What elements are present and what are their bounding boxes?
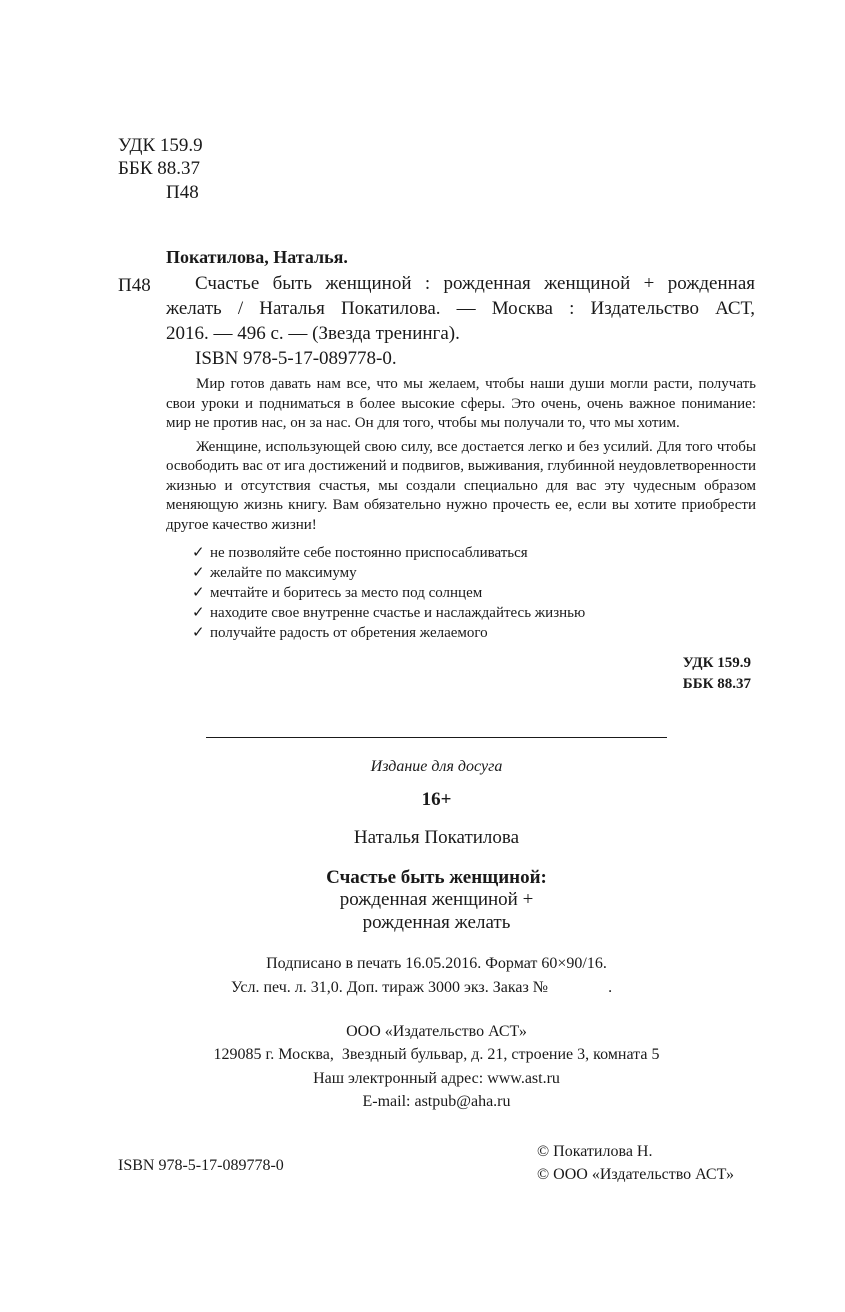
entry-isbn: ISBN 978-5-17-089778-0. xyxy=(195,348,397,369)
publisher-web: Наш электронный адрес: www.ast.ru xyxy=(313,1070,560,1087)
checklist-item: ✓ не позволяйте себе постоянно приспосабливаться xyxy=(192,543,528,561)
check-icon: ✓ xyxy=(192,583,205,601)
biblio-line-2: желать / Наталья Покатилова. — Москва : Издательство АСТ, xyxy=(166,298,755,319)
publisher-name: ООО «Издательство АСТ» xyxy=(346,1023,527,1040)
edition-type: Издание для досуга xyxy=(370,758,503,775)
right-classification xyxy=(683,653,751,695)
checklist-item: ✓ находите свое внутренне счастье и наслаждайтесь жизнью xyxy=(192,603,586,621)
age-rating: 16+ xyxy=(421,789,452,810)
check-icon: ✓ xyxy=(192,623,205,641)
right-bbk: ББК 88.37 xyxy=(682,676,751,692)
author-sign: П48 xyxy=(166,182,199,203)
colophon-author: Наталья Покатилова xyxy=(353,827,520,848)
colophon-subtitle-1: рожденная женщиной + xyxy=(339,889,534,910)
divider-line xyxy=(206,737,667,738)
right-udk: УДК 159.9 xyxy=(682,655,751,671)
udk-code: УДК 159.9 xyxy=(118,135,203,156)
checklist-item: ✓ желайте по максимуму xyxy=(192,563,357,581)
bibliographic-description xyxy=(166,271,755,371)
colophon-subtitle-2: рожденная желать xyxy=(362,912,511,933)
biblio-line-3: 2016. — 496 с. — (Звезда тренинга). xyxy=(166,323,460,344)
checklist-item: ✓ получайте радость от обретения желаемого xyxy=(192,623,488,641)
check-icon: ✓ xyxy=(192,543,205,561)
checklist-item: ✓ мечтайте и боритесь за место под солнцем xyxy=(192,583,483,601)
author-heading: Покатилова, Наталья. xyxy=(166,247,348,267)
publisher-email: E-mail: astpub@aha.ru xyxy=(362,1093,511,1110)
signed-info: Подписано в печать 16.05.2016. Формат 60×90/16. xyxy=(266,955,607,972)
copyright-publisher: © ООО «Издательство АСТ» xyxy=(537,1166,734,1183)
footer-isbn: ISBN 978-5-17-089778-0 xyxy=(118,1157,284,1174)
check-icon: ✓ xyxy=(192,563,205,581)
print-info: Усл. печ. л. 31,0. Доп. тираж 3000 экз. Заказ № . xyxy=(231,979,613,996)
copyright-author: © Покатилова Н. xyxy=(537,1143,653,1160)
publisher-address: 129085 г. Москва, Звездный бульвар, д. 21, строение 3, комната 5 xyxy=(213,1046,660,1063)
annotation xyxy=(166,375,756,535)
colophon-title: Счастье быть женщиной: xyxy=(326,867,547,888)
annotation-paragraph-2: Женщине, использующей свою силу, все достается легко и без усилий. Для того чтобы освободить вас от ига достижений и подвигов, выживания, глубинной неудовлетворенности жизнью и отсутствия счастья, мы создали специально для вас эту чудесным образом меняющую жизнь книгу. Вам обязательно нужно прочесть ее, если вы хотите приобрести другое качество жизни! xyxy=(166,438,756,533)
entry-sign: П48 xyxy=(118,275,151,296)
bbk-code: ББК 88.37 xyxy=(118,158,200,179)
check-icon: ✓ xyxy=(192,603,205,621)
checklist xyxy=(192,543,585,643)
annotation-paragraph-1: Мир готов давать нам все, что мы желаем, чтобы наши души могли расти, получать свои уроки и подниматься в более высокие сферы. Это очень, очень важное понимание: мир не против нас, он за нас. Он для того, чтобы мы получали то, что мы хотим. xyxy=(166,376,756,431)
biblio-line-1: Счастье быть женщиной : рожденная женщиной + рожденная xyxy=(195,273,755,294)
